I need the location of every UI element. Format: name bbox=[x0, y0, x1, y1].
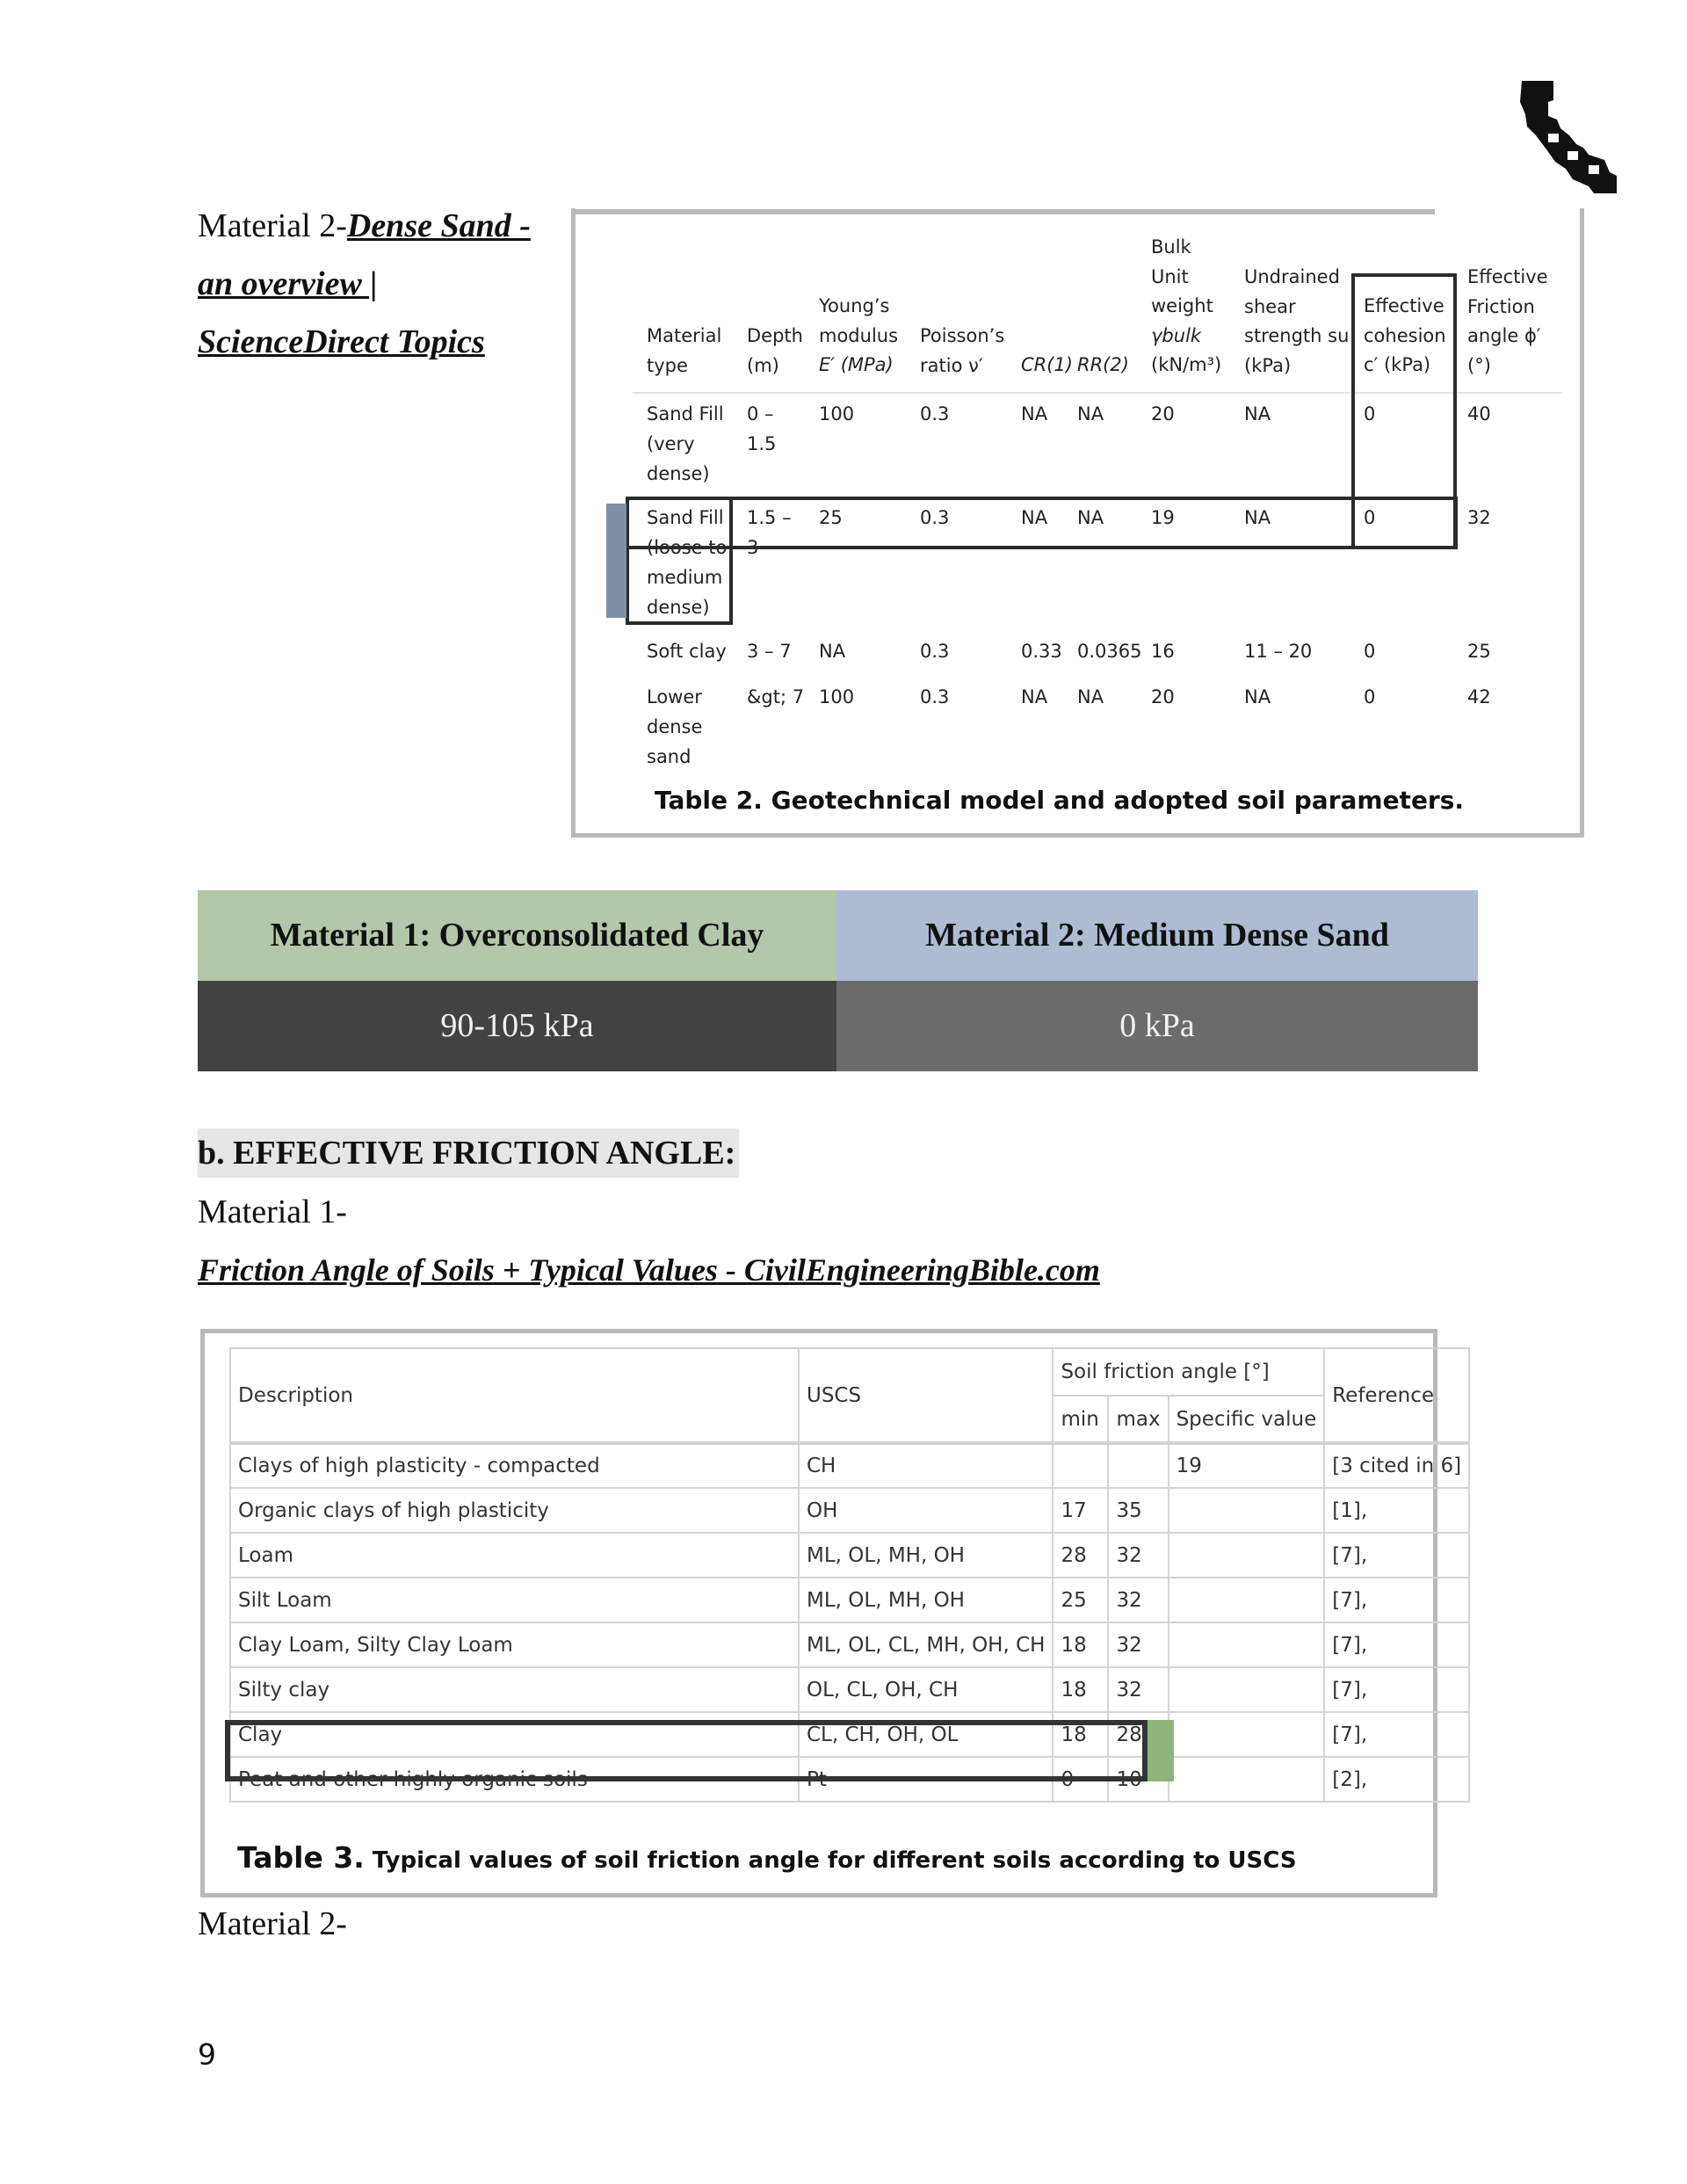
t2-r2-friction: 32 bbox=[1467, 507, 1491, 528]
clay-row-highlight bbox=[225, 1720, 1148, 1781]
table3-caption-lead: Table 3. bbox=[237, 1840, 365, 1875]
t2-r4-depth: &gt; 7 bbox=[747, 686, 805, 707]
table2-frame-right bbox=[1580, 252, 1584, 838]
th-uscs: USCS bbox=[799, 1348, 1053, 1443]
t2-r4-youngs: 100 bbox=[819, 686, 855, 707]
cell-reference: [7], bbox=[1324, 1622, 1469, 1667]
cell-max: 32 bbox=[1108, 1533, 1168, 1578]
cell-uscs: ML, OL, MH, OH bbox=[799, 1533, 1053, 1578]
cell-specific bbox=[1169, 1488, 1325, 1533]
t2-r3-friction: 25 bbox=[1467, 641, 1491, 662]
cell-min: 17 bbox=[1053, 1488, 1108, 1533]
cell-max: 35 bbox=[1108, 1488, 1168, 1533]
cmp-header-material1 bbox=[198, 890, 836, 981]
cell-reference: [2], bbox=[1324, 1757, 1469, 1802]
table-row bbox=[230, 1622, 1469, 1667]
cell-specific bbox=[1169, 1622, 1325, 1667]
cell-reference: [7], bbox=[1324, 1578, 1469, 1622]
th-angle: Soil friction angle [°] bbox=[1053, 1348, 1324, 1396]
t2-r1-cr: NA bbox=[1021, 403, 1048, 424]
t2-r4-cohesion: 0 bbox=[1364, 686, 1376, 707]
cell-min: 18 bbox=[1053, 1622, 1108, 1667]
cell-min bbox=[1053, 1443, 1108, 1488]
th-max: max bbox=[1108, 1396, 1168, 1443]
t2-header-rr: RR(2) bbox=[1077, 354, 1129, 375]
cell-specific bbox=[1169, 1578, 1325, 1622]
t2-r3-material: Soft clay bbox=[647, 641, 727, 662]
table3-caption bbox=[237, 1840, 1297, 1875]
table-row bbox=[230, 1488, 1469, 1533]
t2-r2-bulk: 19 bbox=[1151, 507, 1175, 528]
table2-caption: Table 2. Geotechnical model and adopted soil parameters. bbox=[655, 786, 1465, 815]
table2-frame-top bbox=[571, 209, 1435, 214]
t2-r1-material: Sand Fill (very dense) bbox=[647, 403, 724, 484]
cell-reference: [7], bbox=[1324, 1533, 1469, 1578]
t2-header-material: Material type bbox=[647, 325, 722, 376]
t2-header-poisson: Poisson’s ratio ν′ bbox=[920, 325, 1005, 376]
page-number: 9 bbox=[198, 2037, 216, 2072]
cell-min: 25 bbox=[1053, 1578, 1108, 1622]
t2-header-depth: Depth (m) bbox=[747, 325, 803, 376]
cmp-header-material2 bbox=[836, 890, 1478, 981]
cell-description: Peat and other highly organic soils bbox=[230, 1757, 799, 1802]
t2-r3-su: 11 – 20 bbox=[1244, 641, 1313, 662]
t2-r2-material: Sand Fill (loose to medium dense) bbox=[647, 507, 728, 618]
t2-r4-rr: NA bbox=[1077, 686, 1104, 707]
cmp-value-material2-text: 0 kPa bbox=[1119, 1007, 1195, 1044]
cell-description: Clay bbox=[230, 1712, 799, 1757]
t2-header-bulk: Bulk Unit weight γbulk (kN/m³) bbox=[1151, 236, 1222, 375]
cell-min: 18 bbox=[1053, 1667, 1108, 1712]
t2-r3-poisson: 0.3 bbox=[920, 641, 950, 662]
sand-fill-row-highlight bbox=[626, 497, 1458, 549]
table-row bbox=[230, 1667, 1469, 1712]
cell-description: Silty clay bbox=[230, 1667, 799, 1712]
cell-max bbox=[1108, 1443, 1168, 1488]
t2-r2-youngs: 25 bbox=[819, 507, 843, 528]
cell-uscs: OH bbox=[799, 1488, 1053, 1533]
cell-uscs: CL, CH, OH, OL bbox=[799, 1712, 1053, 1757]
cell-reference: [1], bbox=[1324, 1488, 1469, 1533]
t2-r4-poisson: 0.3 bbox=[920, 686, 950, 707]
th-description: Description bbox=[230, 1348, 799, 1443]
t2-r4-su: NA bbox=[1244, 686, 1271, 707]
cell-description: Clay Loam, Silty Clay Loam bbox=[230, 1622, 799, 1667]
t2-r4-bulk: 20 bbox=[1151, 686, 1175, 707]
t2-r2-cohesion: 0 bbox=[1364, 507, 1376, 528]
t2-header-cr: CR(1) bbox=[1021, 354, 1074, 375]
cell-max: 28 bbox=[1108, 1712, 1168, 1757]
t2-r2-cr: NA bbox=[1021, 507, 1048, 528]
sand-fill-marker bbox=[606, 504, 626, 618]
cmp-header-material2-text: Material 2: Medium Dense Sand bbox=[925, 917, 1389, 954]
section-heading: b. EFFECTIVE FRICTION ANGLE: bbox=[198, 1128, 739, 1178]
state-logo-icon bbox=[1518, 81, 1617, 195]
cell-max: 10 bbox=[1108, 1757, 1168, 1802]
t2-header-cohesion: Effective cohesion c′ (kPa) bbox=[1364, 295, 1446, 375]
cmp-value-material1-text: 90-105 kPa bbox=[440, 1007, 594, 1044]
cell-specific bbox=[1169, 1712, 1325, 1757]
t2-r1-friction: 40 bbox=[1467, 403, 1491, 424]
t2-r3-cr: 0.33 bbox=[1021, 641, 1062, 662]
cmp-value-material1 bbox=[198, 981, 836, 1071]
t2-r3-rr: 0.0365 bbox=[1077, 641, 1142, 662]
cell-reference: [7], bbox=[1324, 1667, 1469, 1712]
t2-header-undrained: Undrained shear strength su (kPa) bbox=[1244, 266, 1350, 376]
table-row bbox=[230, 1578, 1469, 1622]
cell-min: 18 bbox=[1053, 1712, 1108, 1757]
sand-fill-material-highlight bbox=[626, 497, 733, 625]
cell-uscs: ML, OL, CL, MH, OH, CH bbox=[799, 1622, 1053, 1667]
t2-r1-bulk: 20 bbox=[1151, 403, 1175, 424]
cell-specific bbox=[1169, 1757, 1325, 1802]
t2-r1-depth: 0 – 1.5 bbox=[747, 403, 777, 454]
material2-footer-label: Material 2- bbox=[198, 1905, 347, 1942]
cell-max: 32 bbox=[1108, 1622, 1168, 1667]
cell-description: Organic clays of high plasticity bbox=[230, 1488, 799, 1533]
t2-r4-cr: NA bbox=[1021, 686, 1048, 707]
cell-reference: [7], bbox=[1324, 1712, 1469, 1757]
cmp-header-material1-text: Material 1: Overconsolidated Clay bbox=[270, 917, 764, 954]
cell-description: Silt Loam bbox=[230, 1578, 799, 1622]
dense-sand-link-line3[interactable]: ScienceDirect Topics bbox=[198, 323, 485, 360]
t2-header-youngs: Young’s modulus E′ (MPa) bbox=[819, 295, 899, 375]
cell-max: 32 bbox=[1108, 1578, 1168, 1622]
cell-uscs: CH bbox=[799, 1443, 1053, 1488]
cmp-value-material2 bbox=[836, 981, 1478, 1071]
table-row bbox=[230, 1443, 1469, 1488]
material2-intro bbox=[198, 197, 567, 371]
t2-r2-depth: 1.5 – 3 bbox=[747, 507, 792, 558]
clay-row-marker bbox=[1148, 1720, 1174, 1781]
dense-sand-link[interactable]: Dense Sand - bbox=[346, 207, 531, 244]
dense-sand-link-line2[interactable]: an overview | bbox=[198, 265, 378, 302]
friction-angle-link[interactable]: Friction Angle of Soils + Typical Values - CivilEngineeringBible.com bbox=[198, 1252, 1100, 1288]
t2-header-friction: Effective Friction angle ϕ′ (°) bbox=[1467, 266, 1548, 376]
cell-specific: 19 bbox=[1169, 1443, 1325, 1488]
cell-max: 32 bbox=[1108, 1667, 1168, 1712]
th-specific: Specific value bbox=[1169, 1396, 1325, 1443]
cell-min: 0 bbox=[1053, 1757, 1108, 1802]
t2-r1-rr: NA bbox=[1077, 403, 1104, 424]
cell-specific bbox=[1169, 1667, 1325, 1712]
cell-description: Loam bbox=[230, 1533, 799, 1578]
t2-r1-su: NA bbox=[1244, 403, 1271, 424]
t2-r1-youngs: 100 bbox=[819, 403, 855, 424]
t2-r2-rr: NA bbox=[1077, 507, 1104, 528]
t2-r3-youngs: NA bbox=[819, 641, 846, 662]
t2-r4-material: Lower dense sand bbox=[647, 686, 703, 767]
t2-r3-cohesion: 0 bbox=[1364, 641, 1376, 662]
cell-specific bbox=[1169, 1533, 1325, 1578]
table-header-row bbox=[230, 1348, 1469, 1396]
cell-uscs: OL, CL, OH, CH bbox=[799, 1667, 1053, 1712]
t2-r3-depth: 3 – 7 bbox=[747, 641, 792, 662]
t2-r2-poisson: 0.3 bbox=[920, 507, 950, 528]
th-min: min bbox=[1053, 1396, 1108, 1443]
cell-description: Clays of high plasticity - compacted bbox=[230, 1443, 799, 1488]
t2-r3-bulk: 16 bbox=[1151, 641, 1175, 662]
material2-prefix: Material 2- bbox=[198, 207, 347, 244]
table3-caption-rest: Typical values of soil friction angle for different soils according to USCS bbox=[364, 1847, 1297, 1874]
table-row bbox=[230, 1533, 1469, 1578]
material1-label: Material 1- bbox=[198, 1194, 347, 1230]
cell-min: 28 bbox=[1053, 1533, 1108, 1578]
t2-r4-friction: 42 bbox=[1467, 686, 1491, 707]
t2-r1-cohesion: 0 bbox=[1364, 403, 1376, 424]
cell-uscs: Pt bbox=[799, 1757, 1053, 1802]
cell-reference: [3 cited in 6] bbox=[1324, 1443, 1469, 1488]
t2-r2-su: NA bbox=[1244, 507, 1271, 528]
cell-uscs: ML, OL, MH, OH bbox=[799, 1578, 1053, 1622]
th-reference: Reference bbox=[1324, 1348, 1469, 1443]
t2-r1-poisson: 0.3 bbox=[920, 403, 950, 424]
